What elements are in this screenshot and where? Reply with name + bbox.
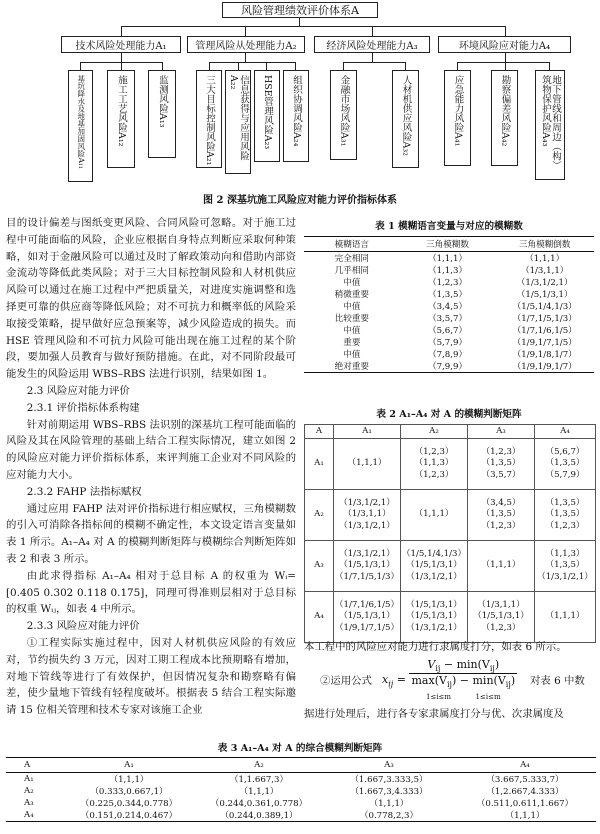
table3-row [6,797,596,809]
table3 [6,757,596,822]
leaf-node: 人材机供应风险A₃₂ [392,70,419,168]
table2-cell-value: （1/3,1/2,1） [339,548,395,559]
table3-header: A [6,758,64,773]
table2-row-label: A₃ [305,541,334,592]
table2-header: A [305,425,334,439]
table2-cell [401,592,468,643]
table2-cell [334,541,401,592]
table1-cell: 几乎相同 [334,266,370,276]
table2 [304,424,596,643]
table1-cell: （1,1,1） [525,254,565,264]
table1-cell: （7,9,9） [400,360,496,373]
table1-row [304,252,594,265]
table3-caption: 表 3 A₁–A₄ 对 A 的综合模糊判断矩阵 [217,743,383,754]
table2-cell-value: （1,3,5） [481,458,521,469]
table2-cell [468,439,535,490]
left-column [6,215,296,719]
table2-cell-value: （1/3,1/2,1） [406,571,462,582]
table1-row [304,264,594,276]
table2-header: A₂ [401,425,468,439]
table1-cell: （7,8,9） [428,350,468,360]
leaf-node: 监测风险A₁₃ [148,70,176,158]
table3-cell: （1,2.667,4.333） [486,787,564,797]
table1-cell: （1/5,1/4,1/3） [512,302,577,312]
level1-node: 环境风险应对能力A₄ [438,36,571,53]
right-text-1: 本工程中的风险应对能力进行隶属度打分，如表 6 所示。 [304,641,567,653]
table2-cell-value: （1/5,1/4,1/3） [401,548,467,559]
table2-cell-value: （1,3,5） [545,497,585,508]
table1-row [304,336,594,348]
table2-row [305,490,596,541]
table2-cell-value: （1,1,1） [545,611,585,622]
table1-row [304,312,594,324]
root-node: 风险管理绩效评价体系A [222,2,378,18]
table2-header: A₃ [468,425,535,439]
table2-cell-value: （1/3,1/2,1） [339,497,395,508]
table3-cell: （1,1,1） [239,787,279,797]
table3-cell: （1.667,3.333,5） [350,775,428,785]
table2-cell [535,439,596,490]
table1-caption: 表 1 模糊语言变量与对应的模糊数 [375,221,523,232]
table2-cell [468,592,535,643]
table1-cell: （1,3,5） [428,290,468,300]
table1-cell: （5,7,9） [428,338,468,348]
table2-cell-value: （1/5,1/3,1） [339,560,395,571]
table2-cell-value: （1/5,1/3,1） [406,560,462,571]
table1-cell: （1/7,1/5,1/3） [512,314,577,324]
table1-cell: （1/5,1/3,1） [516,290,573,300]
table2-cell [334,490,401,541]
table1-cell: 完全相同 [334,254,370,264]
subsection-heading: 2.3.2 FAHP 法指标赋权 [26,485,142,498]
table2-cell-value: （1/3,1,1） [343,509,391,520]
table1-cell: 稍微重要 [334,290,370,300]
table1-cell: 中值 [343,278,361,288]
table2-cell-value: （1,3,5） [545,458,585,469]
table1-row [304,360,594,373]
right-text-2b: 对表 6 中数 [530,675,585,687]
table2-row [305,541,596,592]
table2-cell-value: （1/5,1/3,1） [473,611,529,622]
table1-cell: （1,2,3） [428,278,468,288]
table1-cell: （1/7,1/6,1/5） [512,326,577,336]
subsection-heading: 2.3.1 评价指标体系构建 [26,401,140,414]
table3-header: A₄ [454,758,596,773]
leaf-node: 组织协调风险A₂₄ [283,70,309,162]
table2-cell-value: （1/5,1/3,1） [406,599,462,610]
right-text-3: 据进行处理后，进行各专家隶属度打分与优、次隶属度及 [304,708,564,720]
table2-cell-value: （1,2,3） [481,520,521,531]
table2-cell-value: （1/3,1/2,1） [537,571,593,582]
table2-cell-value: （1/5,1/3,1） [339,611,395,622]
paragraph: 目的设计偏差与图纸变更风险、合同风险可忽略。对于施工过程中可能面临的风险，企业应根据自身特点判断应采取何种策略，如对于金融风险可以通过及时了解政策动向和借助内部资金流动等降低此类风险；对于三大目标控制风险和人材机供应风险可以通过在施工过程中严把质量关，对进度实施调整和选择更可靠的供应商等降低风险；对不可抗力和概率低的风险采取接受策略，提早做好应急预案等，减少风险造成的损失。而 HSE 管理风险和不可抗力风险可能出现在施工过程的某个阶段，要加强人员教育与做好预防措施。在此，对不同阶段最可能发生的风险运用 WBS–RBS 法进行识别，结果如图 1。 [6,217,296,381]
table1-header: 三角模糊倒数 [495,237,594,252]
table3-cell: （0.225,0.344,0.778） [80,799,178,809]
section-heading: 2.3 风险应对能力评价 [26,384,130,397]
table2-cell-value: （1/3,1/2,1） [339,520,395,531]
table1-cell: （5,6,7） [428,326,468,336]
table2-cell-value: （1/3,1/2,1） [406,622,462,633]
table2-cell-value: （5,7,9） [545,469,585,480]
table2-cell-value: （1,2,3） [545,520,585,531]
level1-node: 经济风险处理能力A₃ [314,36,430,53]
table2-row [305,439,596,490]
table2-cell [334,439,401,490]
table2-cell-value: （1,3,5） [481,509,521,520]
table2-header: A₁ [334,425,401,439]
table2-row [305,592,596,643]
table3-cell: （0.778,2,3） [324,809,454,822]
leaf-node: 应急能力风险A₄₁ [444,70,471,166]
table2-cell [535,541,596,592]
leaf-node: 信息获得与应用风险A₂₂ [225,70,251,174]
table3-cell: （0.244,0.389,1） [194,809,324,822]
leaf-node: 基坑降水及地基加固风险A₁₁ [68,70,93,182]
leaf-node: 三大目标控制风险A₂₁ [196,70,222,168]
subsection-heading: 2.3.3 风险应对能力评价 [26,620,140,633]
table1-cell: 中值 [343,350,361,360]
table2-cell-value: （1/9,1/7,1/5） [334,622,400,633]
table3-cell: A₂ [24,786,34,796]
table1-cell: （3,5,7） [428,314,468,324]
table2-cell-value: （5,6,7） [545,446,585,457]
table2-cell-value: （1,1,3） [414,458,454,469]
table3-header: A₃ [324,758,454,773]
table2-cell [468,490,535,541]
table2-cell-value: （1/7,1/6,1/5） [334,599,400,610]
table1-cell: （1,1,1） [428,254,468,264]
table2-row-label: A₁ [305,439,334,490]
table1-row [304,300,594,312]
leaf-node: 施工工艺风险A₁₂ [107,70,135,168]
table2-cell-value: （1,1,1） [481,560,521,571]
table2-cell-value: （1,2,3） [481,622,521,633]
level1-node: 技术风险处理能力A₁ [61,36,181,53]
table3-cell: A₃ [24,798,34,808]
table3-cell: （1.667,3,4.333） [350,787,428,797]
table3-cell: A₄ [6,809,64,822]
table2-cell [401,490,468,541]
table1-cell: 重要 [343,338,361,348]
table1-cell: （1/9,1/7,1/5） [512,338,577,348]
table2-row-label: A₂ [305,490,334,541]
leaf-node: 金融市场风险A₃₁ [330,70,357,160]
table1-row [304,324,594,336]
table2-cell [535,490,596,541]
table3-cell: （0.151,0.214,0.467） [64,809,194,822]
right-text-2a: ②运用公式 [320,675,372,687]
table2-cell [468,541,535,592]
table2-cell-value: （1,1,1） [414,509,454,520]
table2-cell [535,592,596,643]
table1-row [304,288,594,300]
table1-cell: （1/3,1/2,1） [516,278,573,288]
table3-header: A₁ [64,758,194,773]
table2-cell [401,541,468,592]
table1-row [304,348,594,360]
table2-cell-value: （1/5,1/3,1） [406,611,462,622]
table3-row [6,785,596,797]
table2-cell [401,439,468,490]
table1-cell: 中值 [343,302,361,312]
table1-cell: （1,1,3） [428,266,468,276]
table1-cell: 绝对重要 [304,360,400,373]
table2-cell-value: （1/3,1,1） [477,599,525,610]
table1-header: 模糊语言 [304,237,400,252]
table2-cell-value: （1,1,1） [347,458,387,469]
table2-cell [334,592,401,643]
table3-cell: （3.667,5.333,7） [486,775,564,785]
table1 [304,236,594,373]
table2-cell-value: （1/7,1/5,1/3） [334,571,400,582]
table2-cell-value: （1,1,3） [545,548,585,559]
table2-cell-value: （1,2,3） [481,446,521,457]
table3-header: A₂ [194,758,324,773]
table3-cell: （1,1.667,3） [229,775,289,785]
paragraph: 针对前期运用 WBS–RBS 法识别的深基坑工程可能面临的风险及其在风险管理的基础上结合工程实际情况，建立如图 2 的风险应对能力评价指标体系，来评判施工企业对不同风险的应对能力大小。 [6,418,296,481]
table1-cell: （1/3,1,1） [520,266,569,276]
table1-cell: （1/9,1/9,1/7） [495,360,594,373]
table1-cell: 中值 [343,326,361,336]
table1-row [304,276,594,288]
table1-cell: （1/9,1/8,1/7） [512,350,577,360]
table3-row [6,809,596,822]
table3-row [6,773,596,786]
table2-cell-value: （3,5,7） [481,469,521,480]
table2-cell-value: （1,2,3） [414,469,454,480]
table2-cell-value: （1,3,5） [545,560,585,571]
table1-header: 三角模糊数 [400,237,496,252]
normalization-formula: $x_{ij}$ = $V_{ij} - \min(V_{ij})$ $\max(V_{ij}) - \min(V_{ij})$ 1≤i≤m 1≤i≤m [382,658,516,702]
table3-cell: （1,1,1） [454,809,596,822]
table2-caption: 表 2 A₁–A₄ 对 A 的模糊判断矩阵 [376,409,522,420]
leaf-node: HSE管理风险A₂₃ [254,70,280,162]
table2-cell-value: （1,2,3） [414,446,454,457]
paragraph: 通过应用 FAHP 法对评价指标进行相应赋权，三角模糊数的引入可消除各指标间的模糊不确定性，本文设定语言变量如表 1 所示。A₁–A₄ 对 A 的模糊判断矩阵与模糊综合判断矩阵如表 2 和表 3 所示。 [6,502,296,565]
table3-cell: （0.244,0.361,0.778） [210,799,308,809]
table2-cell-value: （3,4,5） [481,497,521,508]
table2-cell-value: （1,3,5） [545,509,585,520]
table1-cell: （3,4,5） [428,302,468,312]
figure-caption: 图 2 深基坑施工风险应对能力评价指标体系 [203,195,397,206]
table3-cell: （0.511,0.611,1.667） [476,799,574,809]
leaf-node: 地下管线和周边（构）筑物保护风险A₄₃ [535,70,565,180]
paragraph: ①工程实际实施过程中，因对人材机供应风险的有效应对，节约损失约 3 万元，因对工期工程成本比预期略有增加，对地下管线等进行了有效保护，但因情况复杂和勘察略有偏差，使少量地下管线有轻程度破坏。根据表 5 结合工程实际邀请 15 位相关管理和技术专家对该施工企业 [6,636,296,717]
table3-cell: （0.333,0.667,1） [90,787,168,797]
table3-cell: （1,1,1） [369,799,409,809]
table1-cell: 比较重要 [334,314,370,324]
level1-node: 管理风险从处理能力A₂ [187,36,305,53]
paragraph: 由此求得指标 A₁–A₄ 相对于总目标 A 的权重为 Wᵢ=[0.405 0.302 0.118 0.175]，同理可得准则层相对于总目标的权重 Wᵢⱼ，如表 4 中所示。 [6,569,296,616]
leaf-node: 勘察偏差风险A₄₂ [491,70,518,166]
table2-header: A₄ [535,425,596,439]
table2-row-label: A₄ [305,592,334,643]
table3-cell: （1,1,1） [109,775,149,785]
table3-cell: A₁ [24,774,34,784]
